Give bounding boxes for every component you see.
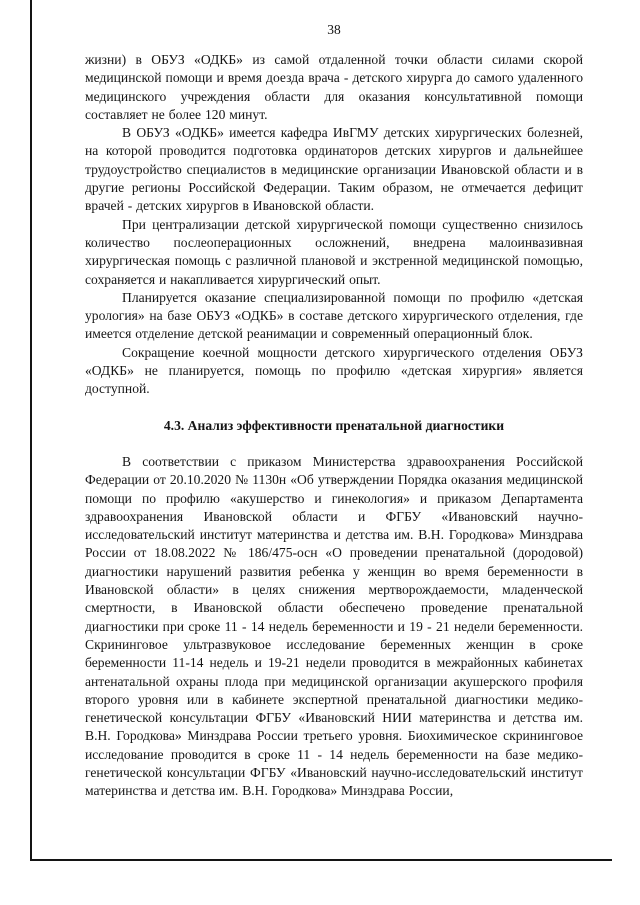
paragraph: Планируется оказание специализированной помощи по профилю «детская урология» на базе ОБУЗ «ОДКБ» в составе детского хирургического отделения, где имеется отделение детской реанимации и современный операционный блок. [85,289,583,342]
section-heading: 4.3. Анализ эффективности пренатальной диагностики [163,417,505,433]
paragraph: В соответствии с приказом Министерства здравоохранения Российской Федерации от 20.10.2020 № 1130н «Об утверждении Порядка оказания медицинской помощи по профилю «акушерство и гинекология» и приказом Департамента здравоохранения Ивановской области и ФГБУ «Ивановский научно-исследовательский институт материнства и детства им. В.Н. Городкова» Минздрава России от 18.08.2022 № 186/475-осн «О проведении пренатальной (дородовой) диагностики нарушений развития ребенка у женщин во время беременности в Ивановской области» в целях снижения мертворождаемости, младенческой смертности, в Ивановской области обеспечено проведение пренатальной диагностики при сроке 11 - 14 недель беременности и 19 - 21 недели беременности. Скрининговое ультразвуковое исследование беременных женщин в сроке беременности 11-14 недель и 19-21 недели проводится в межрайонных кабинетах антенатальной охраны плода при медицинской организации акушерского профиля второго уровня или в кабинете экспертной пренатальной диагностики медико-генетической консультации ФГБУ «Ивановский НИИ материнства и детства им. В.Н. Городкова» Минздрава России третьего уровня. Биохимическое скрининговое исследование проводится в сроке 11 - 14 недель беременности на базе медико-генетической консультации ФГБУ «Ивановский научно-исследовательский институт материнства и детства им. В.Н. Городкова» Минздрава России, [85,453,583,799]
scan-border-bottom [30,859,612,861]
page-number: 38 [327,22,341,37]
text-column [85,22,583,801]
scan-border-left [30,0,32,861]
paragraph: При централизации детской хирургической помощи существенно снизилось количество послеоперационных осложнений, внедрена малоинвазивная хирургическая помощь с различной плановой и экстренной медицинской помощью, сохраняется и накапливается хирургический опыт. [85,216,583,287]
paragraph: жизни) в ОБУЗ «ОДКБ» из самой отдаленной точки области силами скорой медицинской помощи и время доезда врача - детского хирурга до самого удаленного медицинского учреждения области для оказания консультативной помощи составляет не более 120 минут. [85,52,583,122]
paragraph: В ОБУЗ «ОДКБ» имеется кафедра ИвГМУ детских хирургических болезней, на которой проводится подготовка ординаторов детских хирургов и дальнейшее трудоустройство специалистов в медицинские организации Ивановской области и в другие регионы Российской Федерации. Таким образом, не отмечается дефицит врачей - детских хирургов в Ивановской области. [85,125,583,214]
paragraph: Сокращение коечной мощности детского хирургического отделения ОБУЗ «ОДКБ» не планируется, помощь по профилю «детская хирургия» является доступной. [85,344,583,397]
